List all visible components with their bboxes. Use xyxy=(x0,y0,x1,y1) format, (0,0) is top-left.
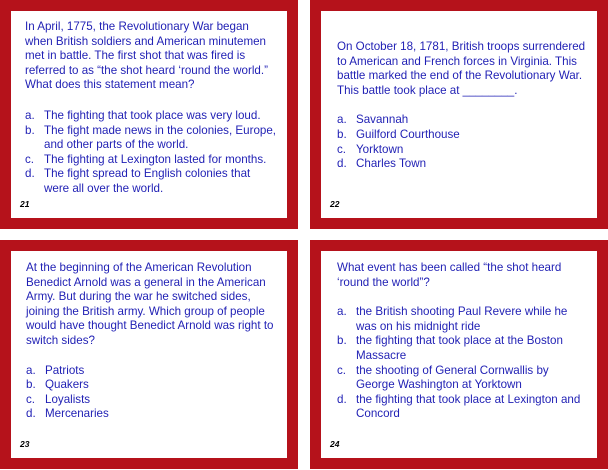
option-text: Mercenaries xyxy=(45,407,109,421)
option-letter: c. xyxy=(26,392,36,406)
option-letter: a. xyxy=(26,363,36,377)
answer-option-d xyxy=(26,407,278,422)
answer-options xyxy=(26,364,278,422)
task-card-21 xyxy=(0,0,298,229)
task-card-22 xyxy=(310,0,608,229)
answer-options xyxy=(25,109,278,197)
answer-option-b xyxy=(25,124,278,153)
option-letter: d. xyxy=(25,167,35,181)
option-letter: c. xyxy=(337,142,347,156)
answer-option-a xyxy=(26,364,278,379)
answer-option-d xyxy=(25,167,278,196)
option-letter: a. xyxy=(25,108,35,122)
answer-option-b xyxy=(337,128,588,143)
answer-option-c xyxy=(337,364,588,393)
card-content xyxy=(11,251,287,458)
option-letter: c. xyxy=(25,152,35,166)
question-text: What event has been called “the shot heard ‘round the world”? xyxy=(337,261,562,289)
card-content xyxy=(11,11,287,218)
option-letter: b. xyxy=(26,378,36,392)
answer-option-b xyxy=(337,334,588,363)
option-text: Savannah xyxy=(356,113,409,127)
option-text: Yorktown xyxy=(356,142,404,156)
answer-option-b xyxy=(26,378,278,393)
answer-option-a xyxy=(337,113,588,128)
question-text: On October 18, 1781, British troops surrendered to American and French forces in Virginia. This battle marked the end of the Revolutionary War. This battle took place at ________. xyxy=(337,40,586,97)
answer-option-a xyxy=(337,305,588,334)
option-letter: a. xyxy=(337,305,347,319)
option-text: Charles Town xyxy=(356,157,427,171)
answer-option-c xyxy=(337,143,588,158)
option-text: Guilford Courthouse xyxy=(356,127,460,141)
option-text: the shooting of General Cornwallis by George Washington at Yorktown xyxy=(356,363,549,392)
option-text: the British shooting Paul Revere while he was on his midnight ride xyxy=(356,305,568,333)
question-text: At the beginning of the American Revolution Benedict Arnold was a general in the American Army. But during the war he switched sides, joining the British army. Which group of people would have thought Benedict Arnold was right to switch sides? xyxy=(26,261,274,347)
card-number: 24 xyxy=(330,439,340,449)
option-text: Patriots xyxy=(45,363,85,377)
option-text: the fighting that took place at the Boston Massacre xyxy=(356,334,563,362)
option-letter: b. xyxy=(337,127,347,141)
answer-option-c xyxy=(26,393,278,408)
card-number: 23 xyxy=(20,439,30,449)
answer-options xyxy=(337,113,588,171)
option-text: the fighting that took place at Lexington and Concord xyxy=(356,392,581,421)
option-text: Loyalists xyxy=(45,392,91,406)
option-letter: d. xyxy=(26,407,36,421)
answer-option-d xyxy=(337,157,588,172)
card-number: 21 xyxy=(20,199,30,209)
option-text: The fighting that took place was very loud. xyxy=(44,108,261,122)
card-number: 22 xyxy=(330,199,340,209)
answer-option-a xyxy=(25,109,278,124)
option-letter: a. xyxy=(337,113,347,127)
card-content xyxy=(321,11,597,218)
task-card-24 xyxy=(310,240,608,469)
option-letter: b. xyxy=(337,334,347,348)
answer-option-c xyxy=(25,153,278,168)
option-text: Quakers xyxy=(45,378,89,392)
option-text: The fight spread to English colonies that were all over the world. xyxy=(44,167,251,195)
card-content xyxy=(321,251,597,458)
task-card-23 xyxy=(0,240,298,469)
option-letter: d. xyxy=(337,157,347,171)
answer-option-d xyxy=(337,393,588,422)
answer-options xyxy=(337,305,588,422)
option-letter: b. xyxy=(25,123,35,137)
option-text: The fighting at Lexington lasted for months. xyxy=(44,152,267,166)
question-text: In April, 1775, the Revolutionary War began when British soldiers and American minutemen met in battle. The first shot that was fired is referred to as “the shot heard ‘round the world.” What does this statement mean? xyxy=(25,20,268,92)
option-letter: d. xyxy=(337,392,347,406)
option-letter: c. xyxy=(337,363,347,377)
option-text: The fight made news in the colonies, Europe, and other parts of the world. xyxy=(44,123,277,152)
